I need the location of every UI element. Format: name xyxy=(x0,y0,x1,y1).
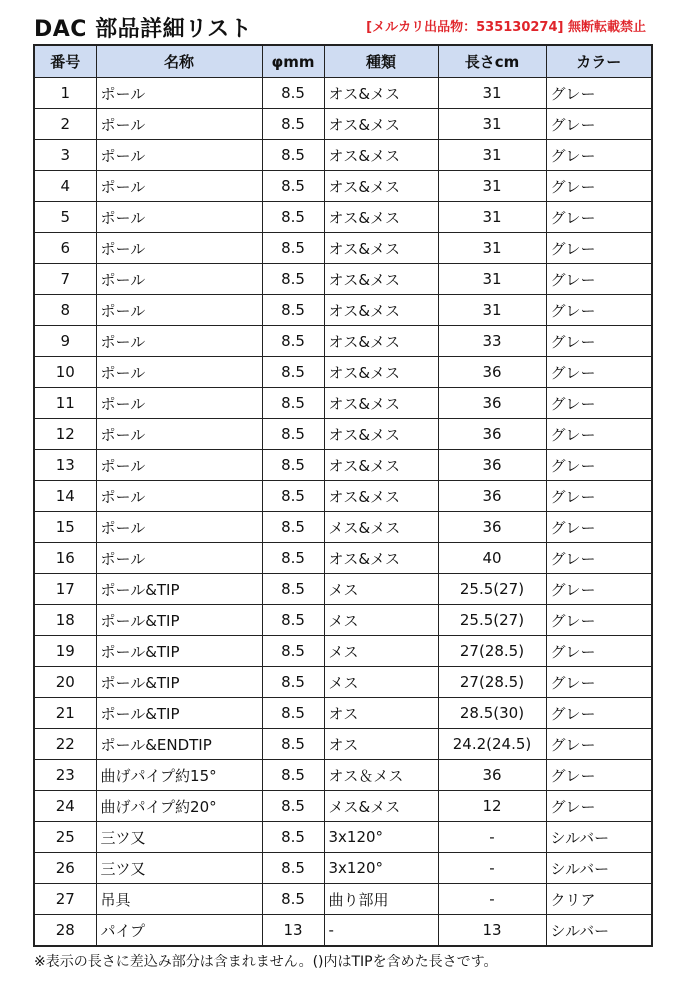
cell-name: ポール&ENDTIP xyxy=(96,729,262,760)
table-row xyxy=(34,78,652,109)
table-row xyxy=(34,915,652,947)
cell-name: ポール&TIP xyxy=(96,698,262,729)
cell-name: 吊具 xyxy=(96,884,262,915)
cell-color: グレー xyxy=(546,450,652,481)
cell-type: オス&メス xyxy=(324,140,438,171)
cell-length: 31 xyxy=(438,233,546,264)
cell-name: 三ツ又 xyxy=(96,822,262,853)
table-row xyxy=(34,388,652,419)
cell-type: オス&メス xyxy=(324,295,438,326)
cell-color: グレー xyxy=(546,419,652,450)
cell-length: 31 xyxy=(438,78,546,109)
table-row xyxy=(34,481,652,512)
cell-length: 31 xyxy=(438,171,546,202)
cell-diameter: 8.5 xyxy=(262,667,324,698)
table-row xyxy=(34,419,652,450)
table-row xyxy=(34,357,652,388)
cell-name: ポール xyxy=(96,171,262,202)
cell-type: メス xyxy=(324,636,438,667)
cell-color: グレー xyxy=(546,760,652,791)
cell-length: 13 xyxy=(438,915,546,947)
cell-type: メス xyxy=(324,574,438,605)
cell-name: ポール xyxy=(96,357,262,388)
cell-name: 三ツ又 xyxy=(96,853,262,884)
cell-number: 27 xyxy=(34,884,96,915)
col-header-diameter: φmm xyxy=(262,45,324,78)
cell-type: オス&メス xyxy=(324,202,438,233)
cell-length: 36 xyxy=(438,512,546,543)
cell-length: 36 xyxy=(438,481,546,512)
cell-number: 7 xyxy=(34,264,96,295)
cell-color: グレー xyxy=(546,543,652,574)
cell-diameter: 8.5 xyxy=(262,636,324,667)
col-header-name: 名称 xyxy=(96,45,262,78)
cell-number: 19 xyxy=(34,636,96,667)
cell-number: 14 xyxy=(34,481,96,512)
cell-name: ポール xyxy=(96,109,262,140)
cell-length: 28.5(30) xyxy=(438,698,546,729)
cell-color: グレー xyxy=(546,202,652,233)
cell-color: クリア xyxy=(546,884,652,915)
cell-name: ポール&TIP xyxy=(96,636,262,667)
cell-name: ポール xyxy=(96,543,262,574)
cell-diameter: 8.5 xyxy=(262,481,324,512)
cell-name: ポール xyxy=(96,388,262,419)
table-row xyxy=(34,109,652,140)
cell-number: 22 xyxy=(34,729,96,760)
cell-name: ポール xyxy=(96,140,262,171)
table-row xyxy=(34,822,652,853)
cell-color: グレー xyxy=(546,512,652,543)
cell-name: ポール xyxy=(96,78,262,109)
cell-diameter: 8.5 xyxy=(262,605,324,636)
cell-length: 24.2(24.5) xyxy=(438,729,546,760)
cell-length: - xyxy=(438,822,546,853)
cell-type: オス xyxy=(324,698,438,729)
cell-length: 27(28.5) xyxy=(438,667,546,698)
cell-color: シルバー xyxy=(546,853,652,884)
cell-name: 曲げパイプ約20° xyxy=(96,791,262,822)
cell-type: オス&メス xyxy=(324,171,438,202)
footnote: ※表示の長さに差込み部分は含まれません。()内はTIPを含めた長さです。 xyxy=(34,954,498,970)
cell-color: グレー xyxy=(546,326,652,357)
cell-name: ポール xyxy=(96,233,262,264)
cell-length: 40 xyxy=(438,543,546,574)
cell-diameter: 8.5 xyxy=(262,729,324,760)
cell-diameter: 8.5 xyxy=(262,78,324,109)
cell-diameter: 8.5 xyxy=(262,791,324,822)
cell-number: 23 xyxy=(34,760,96,791)
cell-name: ポール xyxy=(96,264,262,295)
cell-diameter: 8.5 xyxy=(262,543,324,574)
table-row xyxy=(34,729,652,760)
cell-type: オス&メス xyxy=(324,419,438,450)
cell-length: 36 xyxy=(438,450,546,481)
cell-color: グレー xyxy=(546,78,652,109)
cell-name: 曲げパイプ約15° xyxy=(96,760,262,791)
table-row xyxy=(34,295,652,326)
cell-diameter: 8.5 xyxy=(262,140,324,171)
cell-diameter: 8.5 xyxy=(262,822,324,853)
cell-number: 26 xyxy=(34,853,96,884)
cell-length: 31 xyxy=(438,109,546,140)
cell-diameter: 8.5 xyxy=(262,698,324,729)
col-header-type: 種類 xyxy=(324,45,438,78)
cell-diameter: 8.5 xyxy=(262,884,324,915)
cell-type: 曲り部用 xyxy=(324,884,438,915)
cell-number: 4 xyxy=(34,171,96,202)
cell-length: - xyxy=(438,884,546,915)
cell-name: ポール xyxy=(96,326,262,357)
table-row xyxy=(34,543,652,574)
cell-type: オス&メス xyxy=(324,233,438,264)
cell-type: メス xyxy=(324,667,438,698)
cell-diameter: 8.5 xyxy=(262,419,324,450)
cell-diameter: 13 xyxy=(262,915,324,947)
cell-number: 15 xyxy=(34,512,96,543)
cell-type: オス&メス xyxy=(324,481,438,512)
cell-color: グレー xyxy=(546,605,652,636)
cell-number: 18 xyxy=(34,605,96,636)
cell-length: 12 xyxy=(438,791,546,822)
cell-length: 36 xyxy=(438,760,546,791)
cell-color: グレー xyxy=(546,171,652,202)
cell-type: オス＆メス xyxy=(324,760,438,791)
parts-table xyxy=(33,44,653,947)
cell-type: - xyxy=(324,915,438,947)
cell-color: グレー xyxy=(546,357,652,388)
table-row xyxy=(34,202,652,233)
cell-diameter: 8.5 xyxy=(262,357,324,388)
cell-diameter: 8.5 xyxy=(262,512,324,543)
cell-number: 11 xyxy=(34,388,96,419)
cell-color: グレー xyxy=(546,481,652,512)
cell-type: 3x120° xyxy=(324,853,438,884)
table-header-row xyxy=(34,45,652,78)
cell-diameter: 8.5 xyxy=(262,450,324,481)
table-row xyxy=(34,884,652,915)
table-row xyxy=(34,450,652,481)
cell-number: 2 xyxy=(34,109,96,140)
cell-length: 36 xyxy=(438,419,546,450)
cell-length: 36 xyxy=(438,388,546,419)
page-title: DAC 部品詳細リスト xyxy=(34,17,253,42)
cell-length: 31 xyxy=(438,140,546,171)
cell-diameter: 8.5 xyxy=(262,109,324,140)
cell-name: パイプ xyxy=(96,915,262,947)
cell-color: グレー xyxy=(546,667,652,698)
cell-length: 31 xyxy=(438,264,546,295)
cell-number: 28 xyxy=(34,915,96,947)
cell-name: ポール xyxy=(96,512,262,543)
cell-number: 6 xyxy=(34,233,96,264)
cell-number: 5 xyxy=(34,202,96,233)
cell-diameter: 8.5 xyxy=(262,171,324,202)
cell-type: オス&メス xyxy=(324,450,438,481)
cell-type: メス&メス xyxy=(324,512,438,543)
cell-color: グレー xyxy=(546,295,652,326)
cell-color: グレー xyxy=(546,109,652,140)
cell-diameter: 8.5 xyxy=(262,233,324,264)
cell-type: オス xyxy=(324,729,438,760)
cell-name: ポール&TIP xyxy=(96,605,262,636)
cell-length: 31 xyxy=(438,202,546,233)
cell-name: ポール&TIP xyxy=(96,574,262,605)
cell-number: 12 xyxy=(34,419,96,450)
table-row xyxy=(34,264,652,295)
cell-number: 10 xyxy=(34,357,96,388)
table-row xyxy=(34,698,652,729)
cell-diameter: 8.5 xyxy=(262,760,324,791)
cell-diameter: 8.5 xyxy=(262,388,324,419)
cell-name: ポール xyxy=(96,295,262,326)
cell-type: オス&メス xyxy=(324,543,438,574)
col-header-number: 番号 xyxy=(34,45,96,78)
cell-length: 33 xyxy=(438,326,546,357)
cell-name: ポール xyxy=(96,202,262,233)
cell-type: メス&メス xyxy=(324,791,438,822)
table-row xyxy=(34,171,652,202)
cell-number: 21 xyxy=(34,698,96,729)
cell-color: グレー xyxy=(546,698,652,729)
col-header-length: 長さcm xyxy=(438,45,546,78)
cell-type: 3x120° xyxy=(324,822,438,853)
cell-length: 27(28.5) xyxy=(438,636,546,667)
cell-type: オス&メス xyxy=(324,388,438,419)
table-row xyxy=(34,667,652,698)
table-row xyxy=(34,326,652,357)
cell-color: シルバー xyxy=(546,822,652,853)
cell-color: グレー xyxy=(546,729,652,760)
cell-length: 31 xyxy=(438,295,546,326)
cell-color: グレー xyxy=(546,636,652,667)
cell-color: シルバー xyxy=(546,915,652,947)
cell-number: 13 xyxy=(34,450,96,481)
cell-color: グレー xyxy=(546,574,652,605)
table-row xyxy=(34,636,652,667)
cell-diameter: 8.5 xyxy=(262,202,324,233)
table-row xyxy=(34,233,652,264)
cell-name: ポール xyxy=(96,481,262,512)
cell-type: オス&メス xyxy=(324,109,438,140)
cell-color: グレー xyxy=(546,388,652,419)
cell-number: 8 xyxy=(34,295,96,326)
cell-number: 16 xyxy=(34,543,96,574)
cell-length: 36 xyxy=(438,357,546,388)
cell-number: 3 xyxy=(34,140,96,171)
cell-diameter: 8.5 xyxy=(262,264,324,295)
cell-length: 25.5(27) xyxy=(438,605,546,636)
cell-number: 17 xyxy=(34,574,96,605)
table-row xyxy=(34,760,652,791)
cell-color: グレー xyxy=(546,233,652,264)
cell-diameter: 8.5 xyxy=(262,853,324,884)
cell-number: 20 xyxy=(34,667,96,698)
cell-type: オス&メス xyxy=(324,264,438,295)
cell-length: 25.5(27) xyxy=(438,574,546,605)
col-header-color: カラー xyxy=(546,45,652,78)
cell-name: ポール xyxy=(96,419,262,450)
cell-number: 25 xyxy=(34,822,96,853)
copyright-notice: [メルカリ出品物：535130274] 無断転載禁止 xyxy=(366,20,646,35)
cell-name: ポール xyxy=(96,450,262,481)
cell-type: オス&メス xyxy=(324,78,438,109)
table-row xyxy=(34,853,652,884)
cell-length: - xyxy=(438,853,546,884)
cell-number: 24 xyxy=(34,791,96,822)
cell-name: ポール&TIP xyxy=(96,667,262,698)
cell-color: グレー xyxy=(546,140,652,171)
cell-number: 9 xyxy=(34,326,96,357)
table-row xyxy=(34,512,652,543)
cell-type: オス&メス xyxy=(324,357,438,388)
table-row xyxy=(34,574,652,605)
cell-diameter: 8.5 xyxy=(262,574,324,605)
cell-color: グレー xyxy=(546,791,652,822)
cell-number: 1 xyxy=(34,78,96,109)
table-row xyxy=(34,605,652,636)
cell-diameter: 8.5 xyxy=(262,295,324,326)
cell-color: グレー xyxy=(546,264,652,295)
cell-diameter: 8.5 xyxy=(262,326,324,357)
table-row xyxy=(34,140,652,171)
cell-type: オス&メス xyxy=(324,326,438,357)
cell-type: メス xyxy=(324,605,438,636)
table-row xyxy=(34,791,652,822)
